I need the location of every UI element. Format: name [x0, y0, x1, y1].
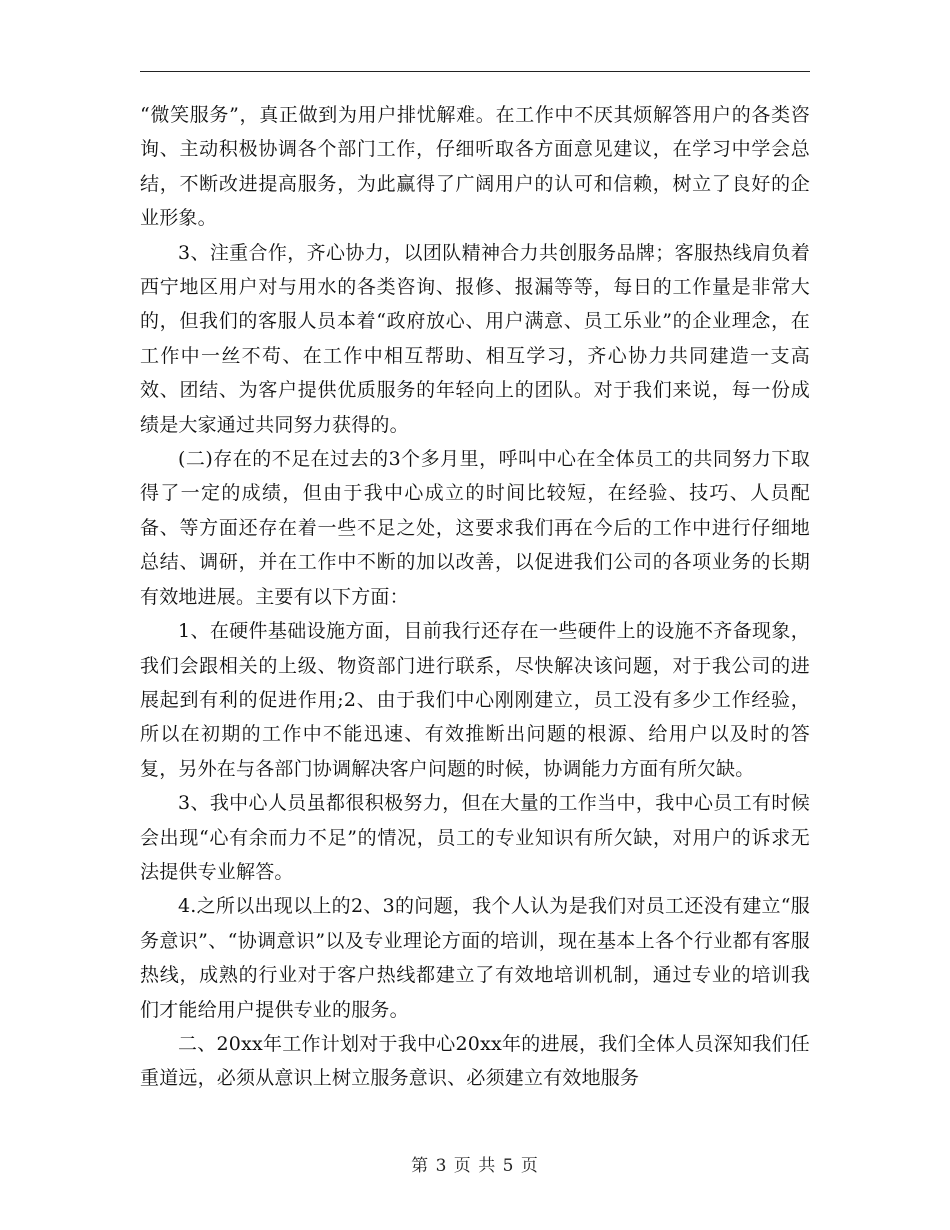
- paragraph-7: 二、20xx年工作计划对于我中心20xx年的进展，我们全体人员深知我们任重道远，必须从意识上树立服务意识、必须建立有效地服务: [140, 1032, 810, 1090]
- page-footer: [0, 1151, 950, 1176]
- page-number-label: 第 3 页 共 5 页: [411, 1156, 539, 1176]
- paragraph-4: 1、在硬件基础设施方面，目前我行还存在一些硬件上的设施不齐备现象，我们会跟相关的上级、物资部门进行联系，尽快解决该问题，对于我公司的进展起到有利的促进作用;2、由于我们中心刚刚建立，员工没有多少工作经验，所以在初期的工作中不能迅速、有效推断出问题的根源、给用户以及时的答复，另外在与各部门协调解决客户问题的时候，协调能力方面有所欠缺。: [140, 620, 810, 780]
- paragraph-5: 3、我中心人员虽都很积极努力，但在大量的工作当中，我中心员工有时候会出现“心有余而力不足”的情况，员工的专业知识有所欠缺，对用户的诉求无法提供专业解答。: [140, 792, 810, 883]
- header-rule: [140, 71, 810, 72]
- paragraph-1: “微笑服务”，真正做到为用户排忧解难。在工作中不厌其烦解答用户的各类咨询、主动积极协调各个部门工作，仔细听取各方面意见建议，在学习中学会总结，不断改进提高服务，为此赢得了广阔用户的认可和信赖，树立了良好的企业形象。: [140, 104, 810, 230]
- paragraph-2: 3、注重合作，齐心协力，以团队精神合力共创服务品牌；客服热线肩负着西宁地区用户对与用水的各类咨询、报修、报漏等等，每日的工作量是非常大的，但我们的客服人员本着“政府放心、用户满意、员工乐业”的企业理念，在工作中一丝不苟、在工作中相互帮助、相互学习，齐心协力共同建造一支高效、团结、为客户提供优质服务的年轻向上的团队。对于我们来说，每一份成绩是大家通过共同努力获得的。: [140, 241, 810, 436]
- paragraph-6: 4.之所以出现以上的2、3的问题，我个人认为是我们对员工还没有建立“服务意识”、“协调意识”以及专业理论方面的培训，现在基本上各个行业都有客服热线，成熟的行业对于客户热线都建立了有效地培训机制，通过专业的培训我们才能给用户提供专业的服务。: [140, 895, 810, 1021]
- document-body: [140, 98, 810, 1096]
- paragraph-3: (二)存在的不足在过去的3个多月里，呼叫中心在全体员工的共同努力下取得了一定的成绩，但由于我中心成立的时间比较短，在经验、技巧、人员配备、等方面还存在着一些不足之处，这要求我们再在今后的工作中进行仔细地总结、调研，并在工作中不断的加以改善，以促进我们公司的各项业务的长期有效地进展。主要有以下方面：: [140, 448, 810, 608]
